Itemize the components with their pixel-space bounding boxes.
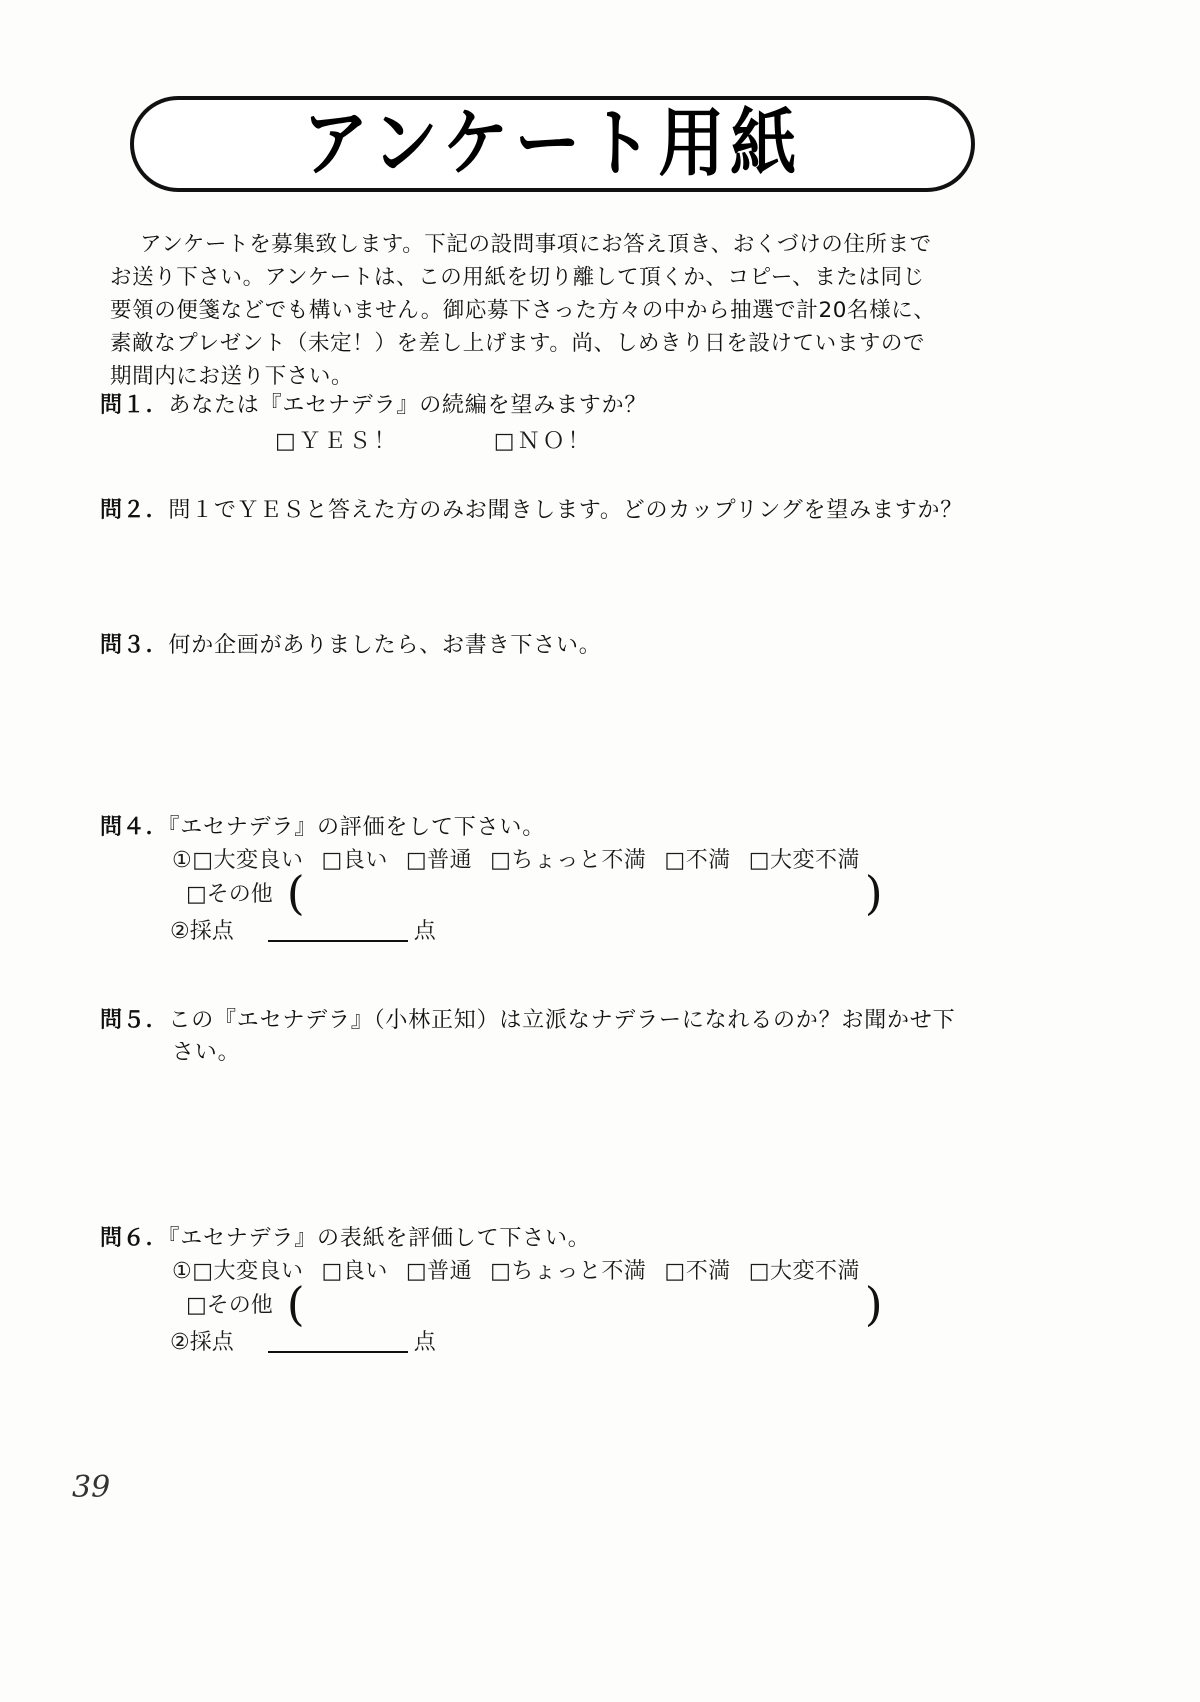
question-6-score-unit: 点 [413, 1330, 436, 1355]
question-5-label: 問５． [100, 1008, 169, 1033]
question-6-rating-option[interactable]: □大変良い [192, 1259, 304, 1284]
question-4-other-row: □その他 ( ) [186, 866, 883, 920]
question-4-rating-option[interactable]: □良い [321, 848, 388, 873]
question-4-rating-prefix: ① [172, 848, 193, 873]
question-6 [100, 1223, 1120, 1363]
question-6-rating-option[interactable]: □普通 [405, 1259, 473, 1284]
question-4-score-unit: 点 [413, 919, 436, 944]
question-4-text: 『エセナデラ』の評価をして下さい。 [168, 815, 546, 840]
question-3-label: 問３． [100, 633, 169, 658]
question-5-text-line1: この『エセナデラ』（小林正知）は立派なナデラーになれるのか？お聞かせ下 [168, 1008, 956, 1033]
question-6-rating-option[interactable]: □良い [321, 1259, 388, 1284]
question-1-text: あなたは『エセナデラ』の続編を望みますか？ [168, 393, 648, 418]
question-6-rating-option[interactable]: □ちょっと不満 [490, 1259, 647, 1284]
question-4-rating-option[interactable]: □不満 [664, 848, 731, 873]
question-6-score-row [100, 1323, 1120, 1363]
question-4-rating-option[interactable]: □普通 [405, 848, 473, 873]
question-2-text: 問１でＹＥＳと答えた方のみお聞きします。どのカップリングを望みますか？ [168, 498, 964, 523]
question-4-rating-option[interactable]: □大変不満 [748, 848, 861, 873]
question-1-heading [100, 390, 1120, 422]
question-6-other-checkbox[interactable]: □その他 [186, 1293, 273, 1318]
question-3 [100, 630, 1120, 662]
question-6-text: 『エセナデラ』の表紙を評価して下さい。 [168, 1226, 591, 1251]
question-2 [100, 495, 1120, 527]
question-6-score-label: ②採点 [170, 1330, 234, 1355]
question-6-rating-option[interactable]: □不満 [664, 1259, 731, 1284]
question-4-other-checkbox[interactable]: □その他 [186, 882, 273, 907]
question-5-text-line2: さい。 [172, 1040, 241, 1065]
question-4-score-label: ②採点 [170, 919, 234, 944]
question-2-heading [100, 495, 1120, 527]
question-4-rating-row [100, 844, 1120, 878]
question-4-rating-option[interactable]: □大変良い [192, 848, 304, 873]
question-1-yes-checkbox[interactable]: □ＹＥＳ！ [275, 429, 399, 454]
intro-line: 素敵なプレゼント（未定！）を差し上げます。尚、しめきり日を設けていますので [110, 331, 926, 356]
question-4 [100, 812, 1120, 952]
question-5-text-line2-row [100, 1037, 1120, 1069]
intro-line: アンケートを募集致します。下記の設問事項にお答え頂き、おくづけの住所まで [140, 232, 932, 257]
question-5-heading [100, 1005, 1120, 1037]
question-4-score-row [100, 912, 1120, 952]
question-2-label: 問２． [100, 498, 169, 523]
question-1-label: 問１． [100, 393, 169, 418]
question-4-heading [100, 812, 1120, 844]
intro-line: お送り下さい。アンケートは、この用紙を切り離して頂くか、コピー、または同じ [110, 265, 925, 290]
question-3-heading [100, 630, 1120, 662]
question-6-other-row: □その他 ( ) [186, 1277, 883, 1331]
question-6-rating-option[interactable]: □大変不満 [748, 1259, 861, 1284]
page-title-banner [130, 96, 975, 192]
question-4-rating-option[interactable]: □ちょっと不満 [490, 848, 647, 873]
page-title: アンケート用紙 [302, 100, 803, 187]
question-1 [100, 390, 1120, 462]
intro-paragraph [110, 228, 1110, 393]
page-number: 39 [72, 1470, 111, 1505]
question-1-answers [100, 422, 1120, 462]
question-4-label: 問４． [100, 815, 169, 840]
question-1-no-checkbox[interactable]: □ＮＯ！ [493, 429, 593, 454]
question-6-rating-row [100, 1255, 1120, 1289]
question-6-rating-prefix: ① [172, 1259, 193, 1284]
question-6-label: 問６． [100, 1226, 169, 1251]
intro-line: 期間内にお送り下さい。 [110, 364, 354, 389]
intro-line: 要領の便箋などでも構いません。御応募下さった方々の中から抽選で計20名様に、 [110, 298, 936, 323]
question-6-heading [100, 1223, 1120, 1255]
question-5 [100, 1005, 1120, 1069]
question-3-text: 何か企画がありましたら、お書き下さい。 [168, 633, 602, 658]
